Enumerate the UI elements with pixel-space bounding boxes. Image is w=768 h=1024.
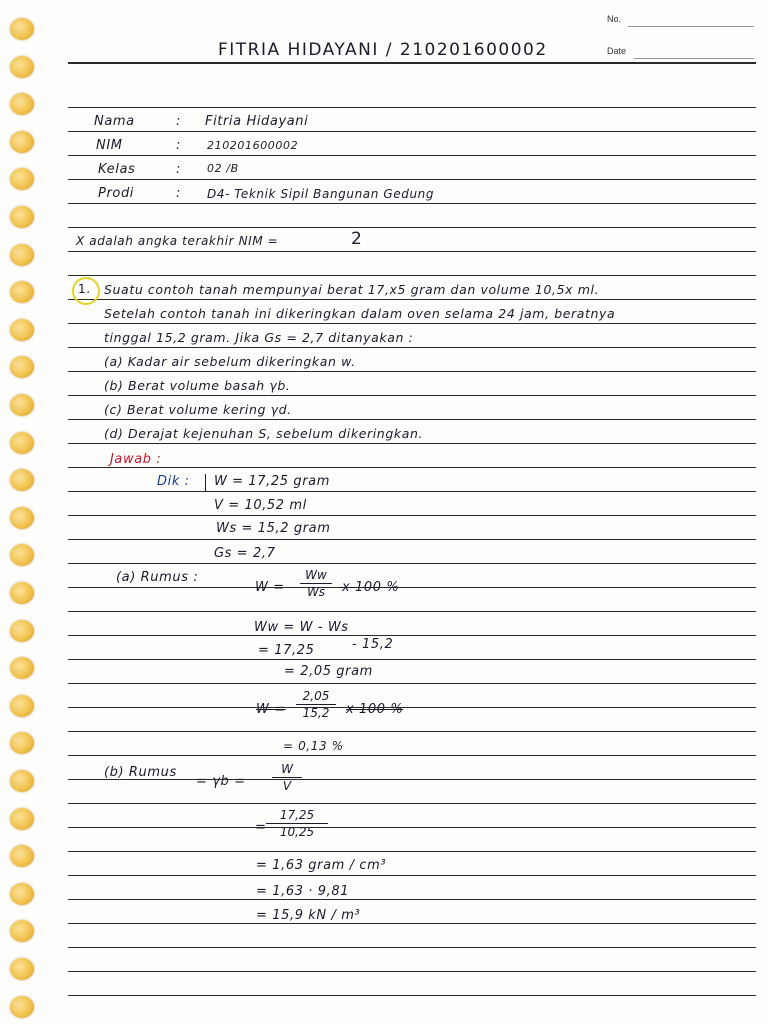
ruled-line: [68, 491, 756, 492]
binder-hole: [10, 93, 34, 115]
binder-holes: [10, 18, 40, 1018]
no-line: [628, 26, 754, 27]
part-b-eq: = γb =: [196, 774, 246, 789]
fraction-bar: [296, 704, 336, 705]
nim-note-value: 2: [351, 229, 363, 249]
ruled-line: [68, 251, 756, 252]
ruled-line: [68, 62, 756, 64]
binder-hole: [10, 582, 34, 604]
ruled-line: [68, 563, 756, 564]
ruled-line: [68, 707, 756, 708]
ruled-line: [68, 659, 756, 660]
binder-hole: [10, 620, 34, 642]
binder-hole: [10, 544, 34, 566]
ruled-line: [68, 635, 756, 636]
given-value: Gs = 2,7: [214, 546, 276, 561]
ruled-line: [68, 803, 756, 804]
ruled-line: [68, 179, 756, 180]
ruled-line: [68, 731, 756, 732]
part-a-step: = 2,05 gram: [284, 664, 373, 679]
binder-hole: [10, 996, 34, 1018]
question: (c) Berat volume kering γd.: [104, 402, 292, 417]
ruled-line: [68, 347, 756, 348]
part-a-w-eq: W =: [255, 580, 285, 595]
ruled-line: [68, 107, 756, 108]
part-b-eq: =: [255, 820, 267, 835]
identity-colon: :: [176, 114, 181, 129]
fraction-numerator: W: [281, 762, 293, 776]
jawab-label: Jawab :: [110, 452, 162, 467]
binder-hole: [10, 883, 34, 905]
part-a-label: (a) Rumus :: [116, 570, 199, 585]
ruled-line: [68, 155, 756, 156]
part-b-step: = 1,63 gram / cm³: [256, 858, 387, 873]
binder-hole: [10, 958, 34, 980]
ruled-line: [68, 611, 756, 612]
binder-hole: [10, 206, 34, 228]
identity-value: Fitria Hidayani: [205, 114, 309, 129]
fraction-denominator: V: [282, 779, 292, 793]
identity-value: 210201600002: [207, 139, 299, 152]
fraction-numerator: Ww: [305, 568, 327, 582]
problem-line: Setelah contoh tanah ini dikeringkan dalam oven selama 24 jam, beratnya: [104, 306, 616, 321]
identity-value: D4- Teknik Sipil Bangunan Gedung: [207, 187, 435, 201]
nim-note: X adalah angka terakhir NIM =: [76, 234, 279, 248]
ruled-line: [68, 683, 756, 684]
part-b-step: = 1,63 · 9,81: [256, 884, 350, 899]
ruled-line: [68, 131, 756, 132]
identity-label: Prodi: [98, 186, 135, 201]
question: (a) Kadar air sebelum dikeringkan w.: [104, 354, 356, 369]
ruled-line: [68, 995, 756, 996]
part-a-step: Ww = W - Ws: [254, 620, 349, 635]
binder-hole: [10, 319, 34, 341]
page-title: FITRIA HIDAYANI / 210201600002: [218, 40, 548, 60]
part-a-w-eq: W =: [256, 702, 286, 717]
question: (d) Derajat kejenuhan S, sebelum dikeringkan.: [104, 426, 424, 441]
identity-colon: :: [176, 186, 181, 201]
binder-hole: [10, 168, 34, 190]
date-line: [634, 58, 754, 59]
ruled-line: [68, 923, 756, 924]
fraction-denominator: 10,25: [279, 825, 315, 839]
part-a-fraction: [300, 568, 332, 599]
fraction-numerator: 2,05: [302, 689, 330, 703]
ruled-line: [68, 851, 756, 852]
binder-hole: [10, 732, 34, 754]
binder-hole: [10, 394, 34, 416]
ruled-line: [68, 587, 756, 588]
ruled-line: [68, 395, 756, 396]
ruled-line: [68, 227, 756, 228]
ruled-line: [68, 467, 756, 468]
binder-hole: [10, 469, 34, 491]
binder-hole: [10, 808, 34, 830]
fraction-bar: [272, 777, 302, 778]
part-b-fraction: [272, 762, 302, 793]
fraction-bar: [300, 583, 332, 584]
part-b-step: = 15,9 kN / m³: [256, 908, 361, 923]
ruled-line: [68, 899, 756, 900]
given-value: V = 10,52 ml: [214, 498, 307, 513]
part-a-times: x 100 %: [342, 580, 400, 595]
fraction-denominator: Ws: [306, 585, 326, 599]
ruled-line: [68, 299, 756, 300]
ruled-line: [68, 203, 756, 204]
ruled-line: [68, 443, 756, 444]
problem-line: tinggal 15,2 gram. Jika Gs = 2,7 ditanyakan :: [104, 330, 414, 345]
fraction-numerator: 17,25: [279, 808, 315, 822]
fraction-bar: [266, 823, 328, 824]
binder-hole: [10, 507, 34, 529]
identity-colon: :: [176, 138, 181, 153]
question: (b) Berat volume basah γb.: [104, 378, 291, 393]
part-a-fraction: [296, 689, 336, 720]
binder-hole: [10, 18, 34, 40]
ruled-line: [68, 755, 756, 756]
ruled-line: [68, 971, 756, 972]
problem-line: Suatu contoh tanah mempunyai berat 17,x5 gram dan volume 10,5x ml.: [104, 282, 600, 297]
identity-label: Kelas: [98, 162, 136, 177]
ruled-line: [68, 515, 756, 516]
binder-hole: [10, 770, 34, 792]
dik-label: Dik :: [157, 474, 190, 489]
part-a-step: - 15,2: [352, 637, 394, 652]
given-value: W = 17,25 gram: [214, 474, 330, 489]
ruled-line: [68, 827, 756, 828]
binder-hole: [10, 845, 34, 867]
part-a-result: = 0,13 %: [283, 739, 344, 753]
identity-label: NIM: [96, 138, 123, 153]
identity-label: Nama: [94, 114, 135, 129]
binder-hole: [10, 695, 34, 717]
binder-hole: [10, 56, 34, 78]
part-b-fraction: [266, 808, 328, 839]
binder-hole: [10, 131, 34, 153]
part-b-label: (b) Rumus: [104, 765, 177, 780]
binder-hole: [10, 244, 34, 266]
fraction-denominator: 15,2: [302, 706, 330, 720]
ruled-line: [68, 323, 756, 324]
date-label: Date: [607, 46, 627, 56]
binder-hole: [10, 356, 34, 378]
identity-colon: :: [176, 162, 181, 177]
no-label: No.: [607, 14, 622, 24]
binder-hole: [10, 281, 34, 303]
binder-hole: [10, 920, 34, 942]
binder-hole: [10, 657, 34, 679]
problem-number: 1.: [78, 282, 91, 296]
ruled-line: [68, 875, 756, 876]
part-a-step: = 17,25: [258, 643, 315, 658]
part-a-times: x 100 %: [346, 702, 404, 717]
binder-hole: [10, 432, 34, 454]
ruled-line: [68, 275, 756, 276]
identity-value: 02 /B: [207, 162, 239, 175]
ruled-line: [68, 419, 756, 420]
given-value: Ws = 15,2 gram: [216, 521, 331, 536]
ruled-line: [68, 539, 756, 540]
dik-divider: [205, 474, 206, 492]
ruled-line: [68, 371, 756, 372]
ruled-line: [68, 947, 756, 948]
